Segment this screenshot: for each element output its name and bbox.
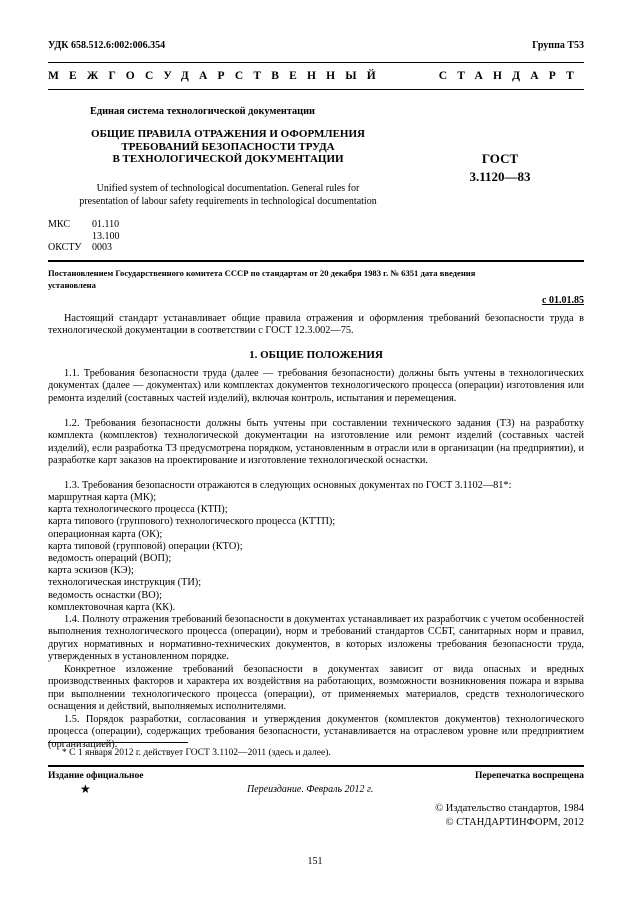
banner-word-standard: СТАНДАРТ	[438, 70, 584, 82]
reprint-forbidden: Перепечатка воспрещена	[474, 771, 584, 781]
paragraph-1-5	[48, 714, 584, 751]
decree	[48, 268, 588, 291]
list-item: ведомость операций (ВОП);	[48, 552, 172, 564]
english-title-line-2: presentation of labour safety requirements in technological documentation	[79, 195, 377, 207]
copyright-2: © СТАНДАРТИНФОРМ, 2012	[445, 817, 584, 828]
decree-line-2: установлена	[48, 279, 96, 290]
list-item: операционная карта (ОК);	[48, 528, 163, 540]
list-item: карта типового (группового) технологического процесса (КТТП);	[48, 516, 336, 528]
footnote: * С 1 января 2012 г. действует ГОСТ 3.1102—2011 (здесь и далее).	[62, 748, 331, 758]
paragraph-1-2-text: 1.2. Требования безопасности должны быть учтены при составлении технического задания (ТЗ) на разработку комплекта (комплектов) технологической документации на изготовление или ремонт изделий (составных частей изделий), если разработка ТЗ предусмотрена порядком, установленным в отрасли или в организации (на предприятии), и разработке карт заказов на проектирование и изготовление технологической оснастки.	[48, 418, 584, 467]
title-line-3: В ТЕХНОЛОГИЧЕСКОЙ ДОКУМЕНТАЦИИ	[112, 153, 344, 165]
copyright-1: © Издательство стандартов, 1984	[435, 803, 584, 814]
group-code: Группа Т53	[532, 40, 584, 51]
paragraph-1-1-text: 1.1. Требования безопасности труда (далее — требования безопасности) должны быть учтены в технологических документах (далее — документах) или комплектах документов технологического процесса (операции) изготовления или ремонта изделий (составных частей изделий), включая контроль, испытания и перемещения.	[48, 368, 584, 404]
mks-label: МКС	[48, 219, 70, 230]
effective-date: с 01.01.85	[542, 295, 584, 306]
list-item: карта эскизов (КЭ);	[48, 565, 134, 577]
system-name: Единая система технологической документации	[90, 106, 315, 117]
paragraph-1-5-text: 1.5. Порядок разработки, согласования и утверждения документов (комплектов документов) технологического процесса (операции), содержащих требования безопасности, устанавливается на отраслевом уровне или предприятием (организацией).	[48, 714, 584, 750]
english-title-line-1: Unified system of technological documentation. General rules for	[96, 183, 360, 194]
standard-title	[48, 128, 408, 166]
decree-line-1: Постановлением Государственного комитета СССР по стандартам от 20 декабря 1983 г. № 6351 дата введения	[48, 268, 476, 278]
list-item: карта технологического процесса (КТП);	[48, 504, 228, 516]
intro-text: Настоящий стандарт устанавливает общие правила отражения и оформления требований безопасности труда в технологической документации в соответствии с ГОСТ 12.3.002—75.	[48, 313, 584, 337]
udk-code: УДК 658.512.6:002:006.354	[48, 40, 166, 51]
paragraph-1-4-cont-text: Конкретное изложение требований безопасности в документах зависит от вида опасных и вредных производственных факторов и характера их воздействия на работающих, возможности возникновения пожара и взрыва при выполнении технологического процесса (операции), от применяемых материалов, средств технологического оснащения и действий, выполняемых исполнителями.	[48, 664, 584, 713]
copyright-block	[435, 802, 584, 830]
paragraph-1-4	[48, 614, 584, 664]
paragraph-1-3	[48, 480, 584, 492]
standard-banner	[48, 70, 584, 82]
mks-code-2: 13.100	[92, 230, 120, 242]
official-edition: Издание официальное	[48, 771, 144, 781]
okstu-code: 0003	[92, 242, 112, 253]
mks-code-1: 01.110	[92, 219, 120, 230]
okstu-label: ОКСТУ	[48, 242, 82, 253]
document-list	[48, 492, 584, 614]
gost-code: 3.1120—83	[469, 169, 531, 184]
footnote-rule	[48, 742, 188, 743]
list-item: технологическая инструкция (ТИ);	[48, 577, 202, 589]
title-line-2: ТРЕБОВАНИЙ БЕЗОПАСНОСТИ ТРУДА	[121, 140, 335, 153]
footer-rule	[48, 765, 584, 767]
paragraph-1-4-cont	[48, 664, 584, 714]
banner-word-interstate: МЕЖГОСУДАРСТВЕННЫЙ	[48, 70, 386, 82]
gost-number	[440, 150, 560, 186]
paragraph-1-4-text: 1.4. Полноту отражения требований безопасности в документах устанавливает их разработчик с учетом особенностей выполнения технологического процесса (операции), норм и требований стандартов ССБТ, санитарных норм и правил, других нормативных и нормативно-технических документов, в которых изложены требования безопасности труда, утвержденных в установленном порядке.	[48, 614, 584, 663]
banner-bottom-rule	[48, 89, 584, 90]
list-item: карта типовой (групповой) операции (КТО);	[48, 540, 243, 552]
top-rule	[48, 62, 584, 63]
list-item: ведомость оснастки (ВО);	[48, 589, 162, 601]
reissue-note: Переиздание. Февраль 2012 г.	[247, 784, 374, 795]
list-item: комплектовочная карта (КК).	[48, 601, 176, 613]
page-number: 151	[307, 856, 323, 867]
paragraph-1-2	[48, 418, 584, 468]
classification-codes	[48, 219, 120, 254]
intro-paragraph	[48, 313, 584, 338]
star-icon: ★	[80, 782, 91, 796]
paragraph-1-3-text: 1.3. Требования безопасности отражаются в следующих основных документах по ГОСТ 3.1102—81*:	[64, 480, 512, 491]
paragraph-1-1	[48, 368, 584, 405]
gost-label: ГОСТ	[481, 151, 519, 166]
codes-rule	[48, 260, 584, 262]
list-item: маршрутная карта (МК);	[48, 492, 157, 503]
section-title: 1. ОБЩИЕ ПОЛОЖЕНИЯ	[249, 349, 383, 361]
title-line-1: ОБЩИЕ ПРАВИЛА ОТРАЖЕНИЯ И ОФОРМЛЕНИЯ	[91, 128, 365, 140]
english-title	[48, 183, 408, 208]
